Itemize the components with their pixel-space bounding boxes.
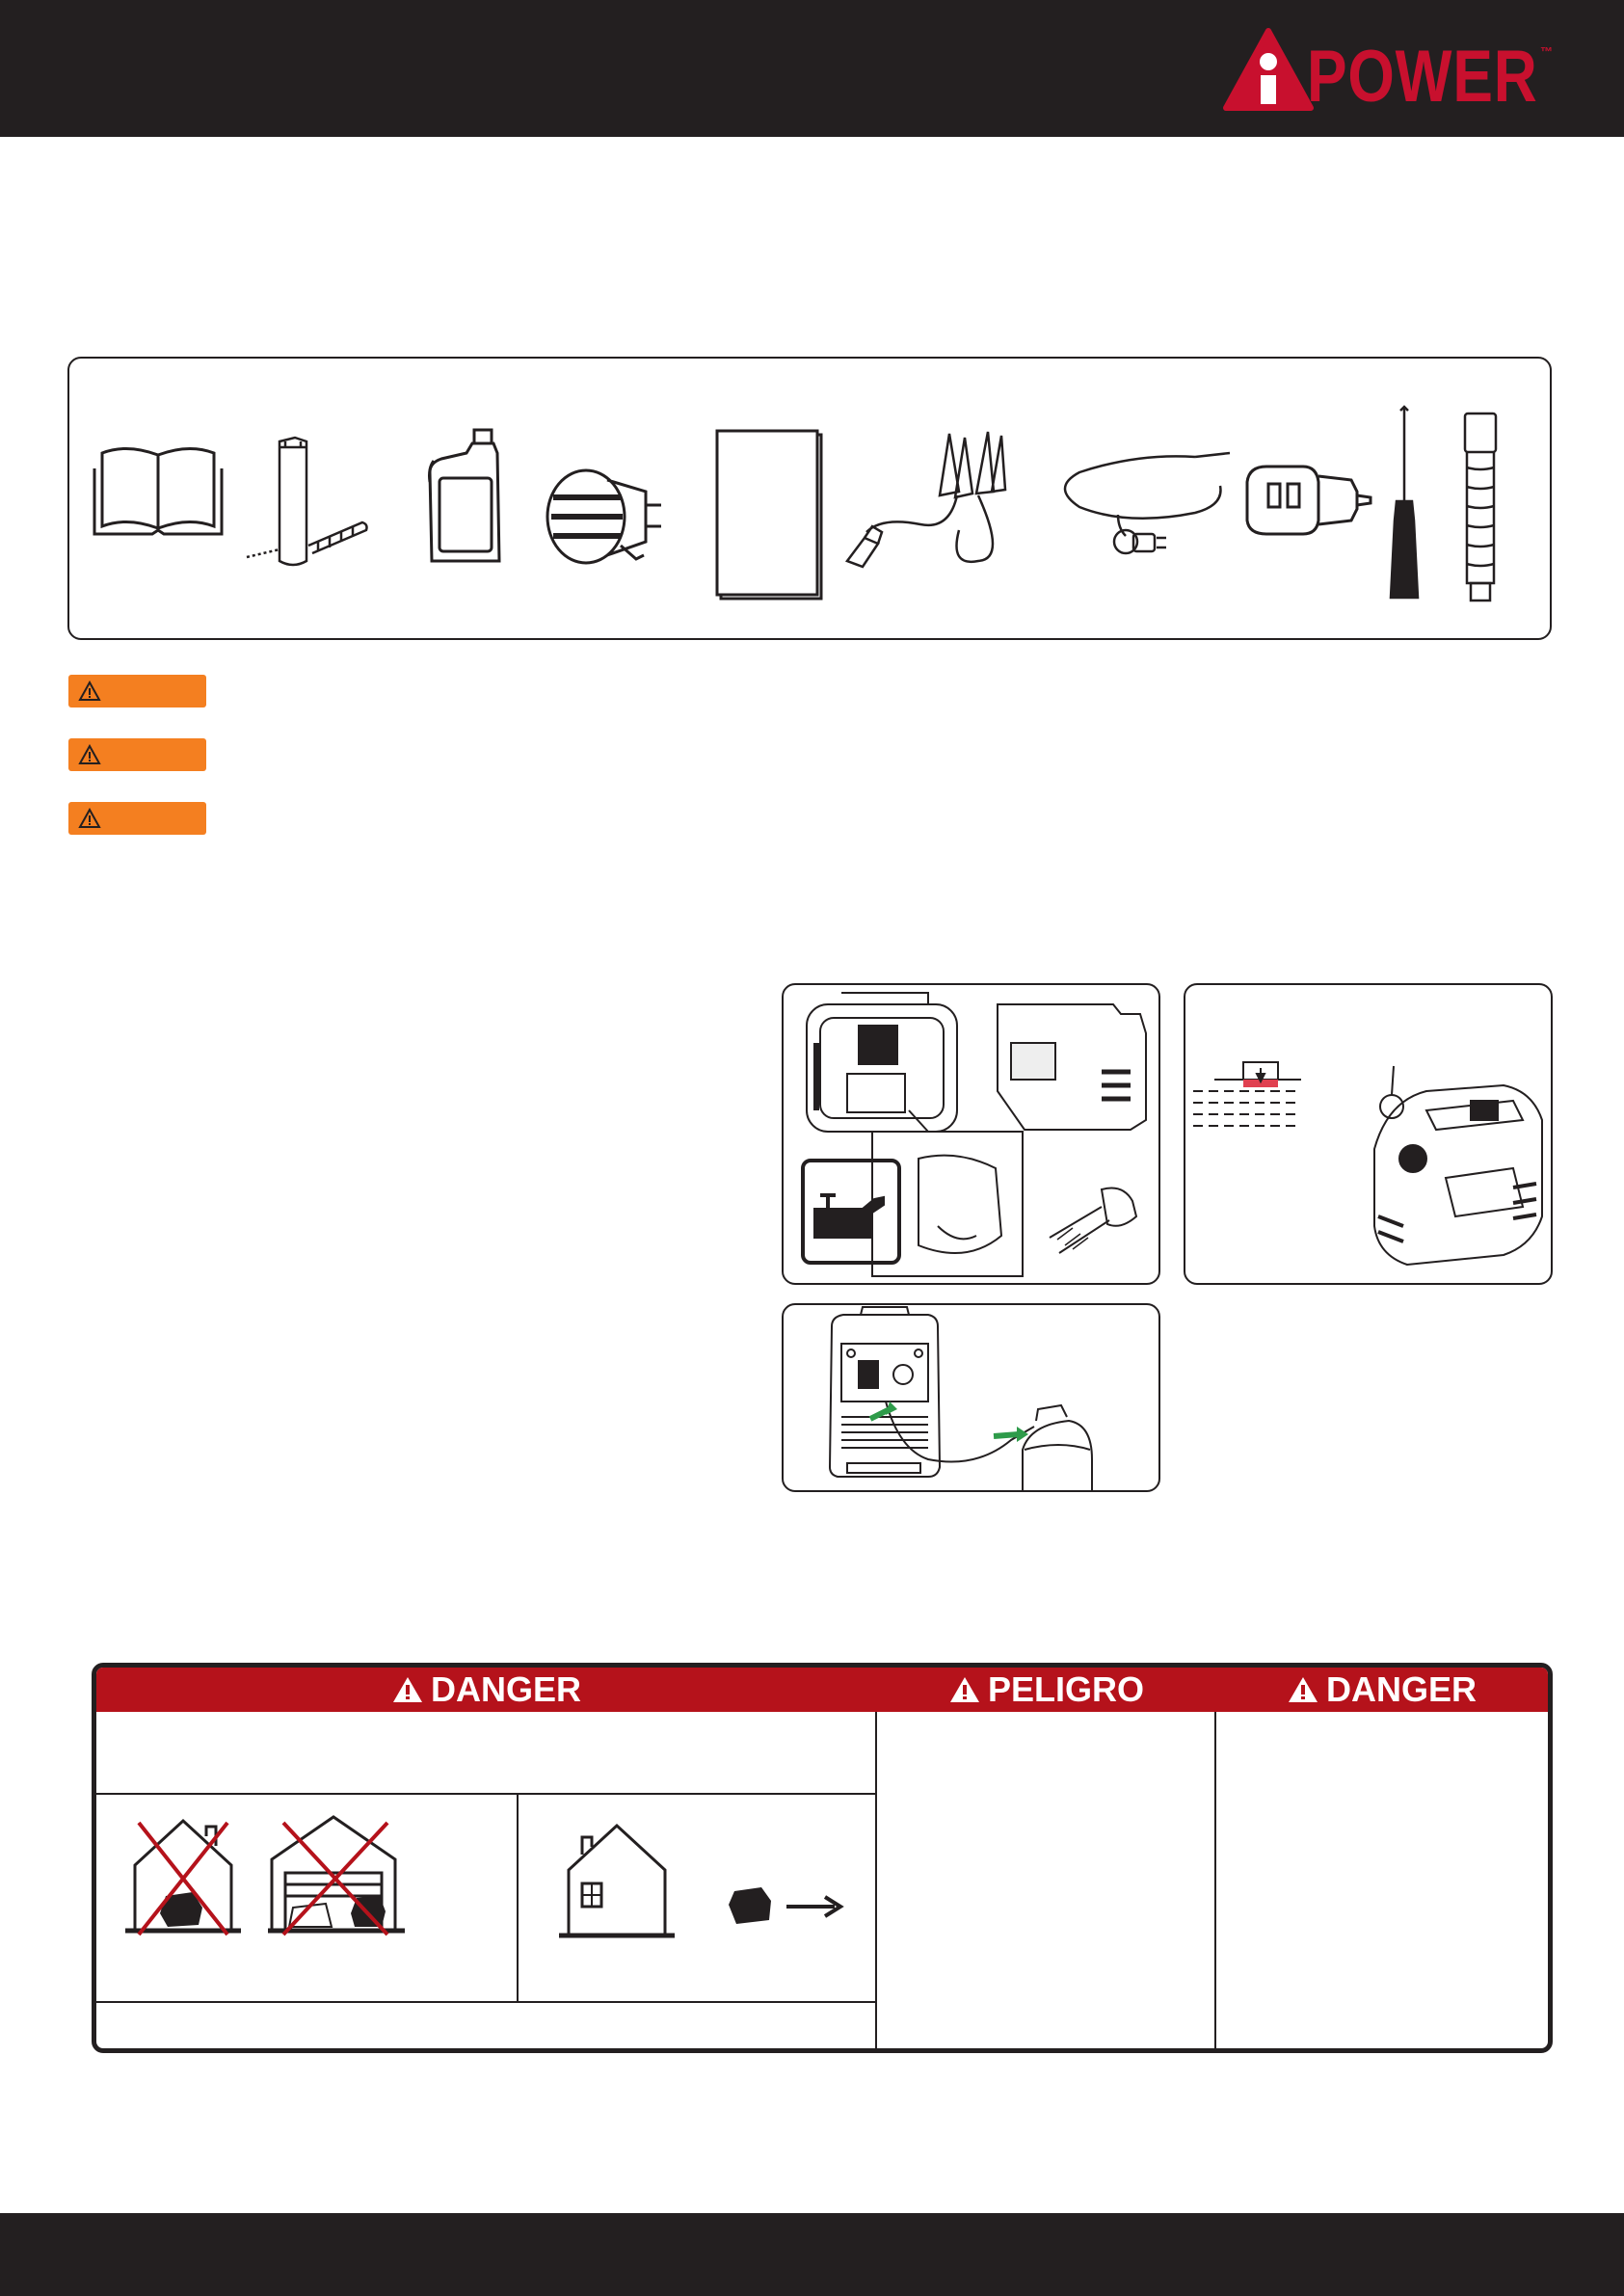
no-indoor-use-pictogram: [125, 1807, 414, 1942]
propane-connection-figure: [782, 1303, 1160, 1492]
warning-badge-1: [68, 675, 206, 707]
danger-label-spanish: PELIGRO: [987, 1669, 1145, 1709]
battery-charging-cable-icon: [843, 424, 1031, 569]
warning-triangle-icon: [78, 744, 101, 765]
propane-connection-diagram-icon: [784, 1305, 1158, 1490]
warning-triangle-icon: [78, 808, 101, 829]
oil-fill-diagram-icon: [784, 985, 1158, 1283]
row-divider-top: [96, 1793, 877, 1795]
danger-panel: [92, 1663, 1553, 2053]
warning-triangle-icon: [78, 681, 101, 702]
rv-adapter-icon: [540, 463, 665, 569]
row-divider-bottom: [96, 2001, 877, 2003]
warning-triangle-icon: [1288, 1675, 1318, 1704]
propane-hose-icon: [1051, 443, 1234, 559]
manual-book-icon: [89, 434, 228, 540]
danger-header-english: [96, 1668, 877, 1712]
warning-badge-3: [68, 802, 206, 835]
screwdriver-icon: [1383, 405, 1426, 602]
warning-triangle-icon: [949, 1675, 980, 1704]
no-garage-use-icon: [268, 1817, 405, 1935]
socket-extension-icon: [1457, 410, 1505, 607]
oil-bottle-icon: [424, 424, 506, 569]
generator-away-arrow-icon: [729, 1887, 840, 1924]
logo-text: POWER: [1307, 36, 1538, 118]
danger-label-english: DANGER: [430, 1669, 581, 1709]
logo-triangle-icon: [1222, 27, 1315, 114]
spark-plug-wrench-icon: [241, 434, 376, 569]
fuel-level-diagram-icon: [1185, 985, 1551, 1283]
danger-header-french: [1216, 1668, 1548, 1712]
no-indoor-use-house-icon: [125, 1821, 241, 1935]
document-card-icon: [713, 429, 824, 602]
warning-badge-2: [68, 738, 206, 771]
column-divider-2: [1214, 1712, 1216, 2053]
oil-fill-figure: [782, 983, 1160, 1285]
warning-triangle-icon: [392, 1675, 423, 1704]
pictogram-divider: [517, 1793, 519, 2001]
danger-header-spanish: [877, 1668, 1216, 1712]
house-outdoor-icon: [559, 1826, 675, 1936]
danger-label-french: DANGER: [1325, 1669, 1477, 1709]
footer-bar: [0, 2213, 1624, 2296]
ipower-logo: [1222, 27, 1559, 118]
fuel-fill-figure: [1184, 983, 1553, 1285]
outdoor-use-pictogram: [559, 1812, 848, 1947]
usb-car-charger-icon: [1243, 463, 1378, 540]
logo-trademark: ™: [1540, 44, 1553, 59]
